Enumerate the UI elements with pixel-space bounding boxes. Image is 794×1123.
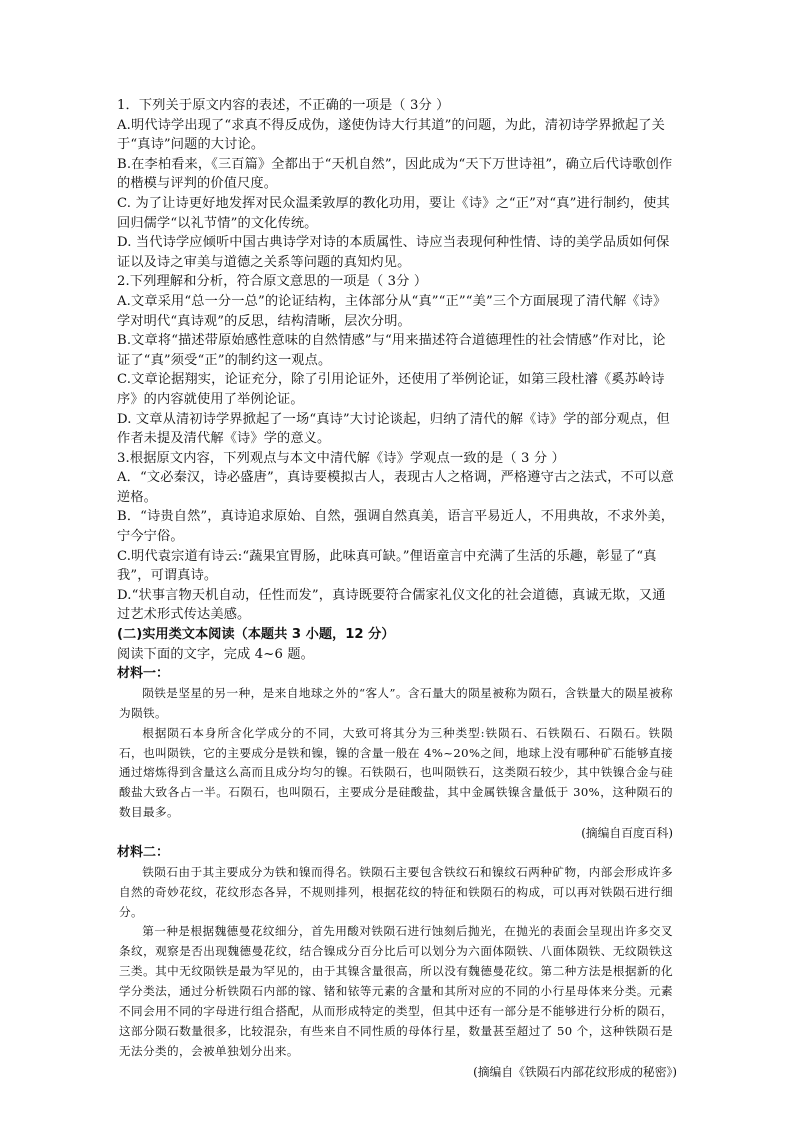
question-2-option-c: C.文章论据翔实，论证充分，除了引用论证外，还使用了举例论证，如第三段杜濬《奚苏岭诗序》的内容就使用了举例论证。 xyxy=(117,372,665,407)
question-1 xyxy=(117,96,677,272)
question-1-option-d: D. 当代诗学应倾听中国古典诗学对诗的本质属性、诗应当表现何种性情、诗的美学品质如何保证以及诗之审美与道德之关系等问题的真知灼见。 xyxy=(117,235,670,270)
question-3-option-b: B．“诗贵自然”，真诗追求原始、自然，强调自然真美，语言平易近人，不用典故，不求外美，宁今宁俗。 xyxy=(117,509,675,545)
material-1-heading: 材料一： xyxy=(117,666,170,682)
material-2-body xyxy=(117,863,677,1062)
question-1-stem: 1．下列关于原文内容的表述，不正确的一项是（ 3分 ） xyxy=(117,98,450,113)
material-1-body xyxy=(117,684,677,823)
question-1-option-c: C. 为了让诗更好地发挥对民众温柔敦厚的教化功用，要让《诗》之“正”对“真”进行制约，使其回归儒学“以礼节情”的文化传统。 xyxy=(117,195,670,231)
material-2-paragraph: 铁陨石由于其主要成分为铁和镍而得名。铁陨石主要包含铁纹石和镍纹石两种矿物，内部会形成许多自然的奇妙花纹，花纹形态各异，不规则排列，根据花纹的特征和铁陨石的构成，可以再对铁陨石进行细分。 xyxy=(119,864,673,919)
material-1-source: (摘编自百度百科) xyxy=(581,826,673,841)
question-3-option-a: A．“文必秦汉，诗必盛唐”，真诗要模拟古人，表现古人之格调，严格遵守古之法式，不可以意逆格。 xyxy=(117,470,674,505)
question-1-option-b: B.在李柏看来，《三百篇》全都出于“天机自然”，因此成为“天下万世诗祖”，确立后代诗歌创作的楷模与评判的价值尺度。 xyxy=(117,156,673,192)
material-2-source: (摘编自《铁陨石内部花纹形成的秘密》) xyxy=(473,1064,677,1079)
question-2-option-a: A.文章采用“总一分一总”的论证结构，主体部分从“真”“正”“美”三个方面展现了清代解《诗》学对明代“真诗观”的反思，结构清晰，层次分明。 xyxy=(117,293,667,329)
question-1-option-a: A.明代诗学出现了“求真不得反成伪，遂使伪诗大行其道”的问题，为此，清初诗学界掀起了关于“真诗”问题的大讨论。 xyxy=(117,117,665,153)
question-3-option-c: C.明代袁宗道有诗云:“蔬果宜胃肠，此味真可缺。”俚语童言中充满了生活的乐趣，彰显了“真我”，可谓真诗。 xyxy=(117,548,657,584)
exam-page xyxy=(117,96,677,1082)
material-2-paragraph: 第一种是根据魏德曼花纹细分，首先用酸对铁陨石进行蚀刻后抛光，在抛光的表面会呈现出许多交叉条纹，观察是否出现魏德曼花纹，结合镍成分百分比后可以划分为六面体陨铁、八面体陨铁、无纹陨铁这三类。其中无纹陨铁是最为罕见的，由于其镍含量很高，所以没有魏德曼花纹。第二种方法是根据新的化学分类法，通过分析铁陨石内部的镓、锗和铱等元素的含量和其所对应的不同的小行星母体来分类。元素不同会用不同的字母进行组合搭配，从而形成特定的类型，但其中还有一部分是不能够进行分析的陨石，这部分陨石数量很多，比较混杂，有些来自不同性质的母体行星，数量甚至超过了 50 个，这种铁陨石是无法分类的，会被单独划分出来。 xyxy=(119,924,673,1058)
material-1-paragraph: 根据陨石本身所含化学成分的不同，大致可将其分为三种类型:铁陨石、石铁陨石、石陨石。铁陨石，也叫陨铁，它的主要成分是铁和镍，镍的含量一般在 4%~20%之间，地球上没有哪种矿石能够直接通过熔炼得到含量这么高而且成分均匀的镍。石铁陨石，也叫陨铁石，这类陨石较少，其中铁镍合金与硅酸盐大致各占一半。石陨石，也叫陨石，主要成分是硅酸盐，其中金属铁镍含量低于 30%，这种陨石的数目最多。 xyxy=(119,725,673,820)
material-1-paragraph: 陨铁是坚星的另一种，是来自地球之外的“客人”。含石量大的陨星被称为陨石，含铁量大的陨星被称为陨铁。 xyxy=(119,685,673,720)
material-2-heading: 材料二： xyxy=(117,845,170,861)
question-2-option-b: B.文章将“描述带原始感性意味的自然情感”与“用来描述符合道德理性的社会情感”作对比，论证了“真”须受“正”的制约这一观点。 xyxy=(117,333,666,368)
question-3-option-d: D.“状事言物天机自动，任性而发”，真诗既要符合儒家礼仪文化的社会道德，真诚无欺，又通过艺术形式传达美感。 xyxy=(117,587,666,623)
question-2-stem: 2.下列理解和分析，符合原文意思的一项是（ 3分 ） xyxy=(117,274,428,290)
question-2-option-d: D. 文章从清初诗学界掀起了一场“真诗”大讨论谈起，归纳了清代的解《诗》学的部分观点，但作者未提及清代解《诗》学的意义。 xyxy=(117,411,670,447)
question-3 xyxy=(117,449,677,625)
section-2-title: (二)实用类文本阅读（本题共 3 小题，12 分） xyxy=(117,627,395,643)
question-2 xyxy=(117,272,677,448)
question-3-stem: 3.根据原文内容，下列观点与本文中清代解《诗》学观点一致的是（ 3 分 ） xyxy=(117,450,565,466)
section-2-intro: 阅读下面的文字，完成 4~6 题。 xyxy=(117,646,315,662)
